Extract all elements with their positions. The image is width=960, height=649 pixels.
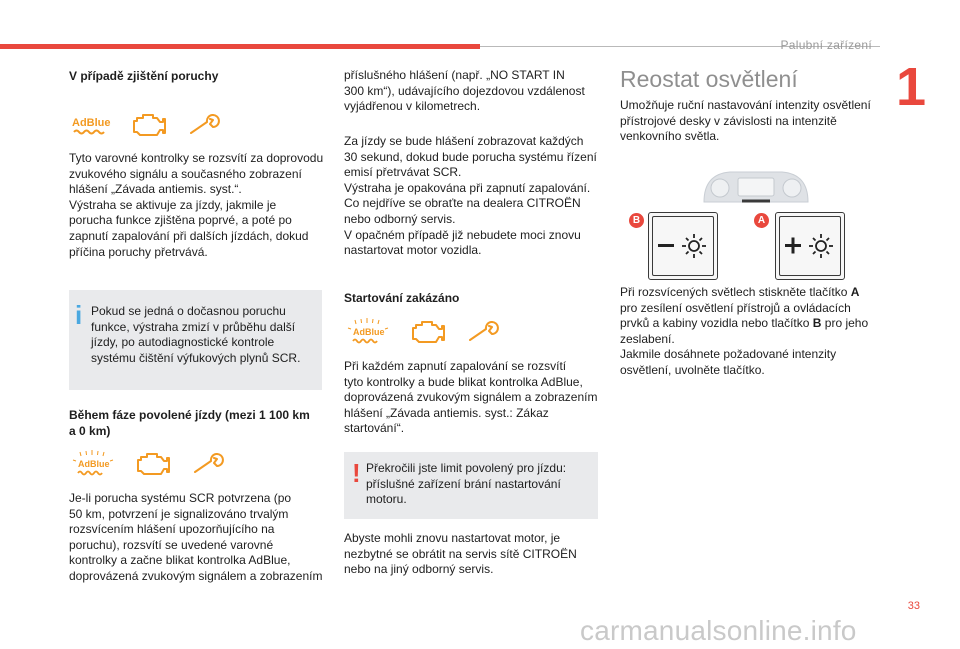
- svg-text:AdBlue: AdBlue: [72, 117, 111, 129]
- wrench-icon: [188, 114, 222, 136]
- info-box: [69, 290, 322, 390]
- section-heading: Reostat osvětlení: [620, 66, 798, 92]
- ref-button-a: A: [850, 285, 860, 299]
- paragraph-dimmer: Při rozsvícených světlech stiskněte tlačítko A pro zesílení osvětlení přístrojů a ovládacích prvků a kabiny vozidla nebo tlačítko B pro jeho zeslabení. Jakmile dosáhnete požadované intenzity osvětlení, uvolněte tlačítko.: [620, 285, 869, 377]
- wrench-icon: [192, 453, 226, 475]
- paragraph-continuation: příslušného hlášení (např. „NO START IN 300 km“), udávajícího dojezdovou vzdálenost vyjádřenou v kilometrech.: [344, 68, 585, 114]
- engine-icon: [132, 111, 168, 139]
- warning-icon: !: [352, 458, 361, 488]
- paragraph-phase: Je-li porucha systému SCR potvrzena (po 50 km, potvrzení je signalizováno trvalým rozsvícením hlášení upozorňujícího na poruchu), rozsvítí se uvedené varovné kontrolky a začne blikat kontrolka AdBlue, doprovázená zvukovým signálem a zobrazením: [69, 491, 323, 583]
- brighten-button-a[interactable]: [775, 212, 845, 280]
- dashboard-location-illustration: [700, 168, 812, 206]
- warning-icons-row-3: [345, 318, 501, 346]
- label-a-badge: A: [754, 213, 769, 228]
- adblue-blinking-icon: [70, 450, 116, 478]
- warning-text: Překročili jste limit povolený pro jízdu: příslušné zařízení brání nastartování motoru.: [366, 461, 567, 507]
- watermark: carmanualsonline.info: [580, 615, 857, 646]
- header-red-bar: [0, 44, 480, 49]
- ref-button-b: B: [812, 316, 822, 331]
- info-text: Pokud se jedná o dočasnou poruchu funkce, výstraha zmizí v průběhu další jízdy, po autodiagnostické kontrole systému čištění výfukových plynů SCR.: [91, 304, 301, 365]
- paragraph-start: Při každém zapnutí zapalování se rozsvítí tyto kontrolky a bude blikat kontrolka AdBlue, doprovázená zvukovým signálem a zobrazením hlášení „Závada antiemis. syst.: Zákaz startování“.: [344, 359, 598, 436]
- heading-phase: Během fáze povolené jízdy (mezi 1 100 km a 0 km): [69, 408, 310, 438]
- info-icon: i: [75, 300, 83, 330]
- warning-icons-row-2: [70, 450, 226, 478]
- engine-icon: [411, 318, 447, 346]
- page-number: 33: [907, 600, 920, 612]
- chapter-number: 1: [896, 57, 927, 117]
- svg-text:AdBlue: AdBlue: [353, 327, 385, 337]
- wrench-icon: [467, 321, 501, 343]
- paragraph-driving: Za jízdy se bude hlášení zobrazovat každých 30 sekund, dokud bude porucha systému řízení emisí přetrvávat SCR. Výstraha je opakována při zapnutí zapalování. Co nejdříve se obraťte na dealera CITROËN nebo odborný servis. V opačném případě již nebudete moci znovu nastartovat motor vozidla.: [344, 134, 597, 258]
- paragraph-intro: Umožňuje ruční nastavování intenzity osvětlení přístrojové desky v závislosti na intenzitě venkovního světla.: [620, 98, 871, 144]
- paragraph-fault: Tyto varovné kontrolky se rozsvítí za doprovodu zvukového signálu a současného zobrazení hlášení „Závada antiemis. syst.“. Výstraha se aktivuje za jízdy, jakmile je porucha funkce zjištěna poprvé, a poté po zapnutí zapalování při dalších jízdách, dokud příčina poruchy přetrvává.: [69, 151, 324, 259]
- minus-brightness-icon: [655, 231, 711, 261]
- heading-start-prohibited: Startování zakázáno: [344, 291, 460, 305]
- plus-brightness-icon: [782, 231, 838, 261]
- adblue-icon: [70, 113, 112, 137]
- warning-icons-row-1: [70, 111, 222, 139]
- adblue-blinking-icon: [345, 318, 391, 346]
- section-title: Palubní zařízení: [780, 38, 872, 52]
- svg-text:AdBlue: AdBlue: [78, 459, 110, 469]
- warning-box: [344, 452, 598, 519]
- heading-fault: V případě zjištění poruchy: [69, 69, 219, 83]
- paragraph-final: Abyste mohli znovu nastartovat motor, je nezbytné se obrátit na servis sítě CITROËN nebo na jiný odborný servis.: [344, 531, 577, 577]
- label-b-badge: B: [629, 213, 644, 228]
- dim-button-b[interactable]: [648, 212, 718, 280]
- engine-icon: [136, 450, 172, 478]
